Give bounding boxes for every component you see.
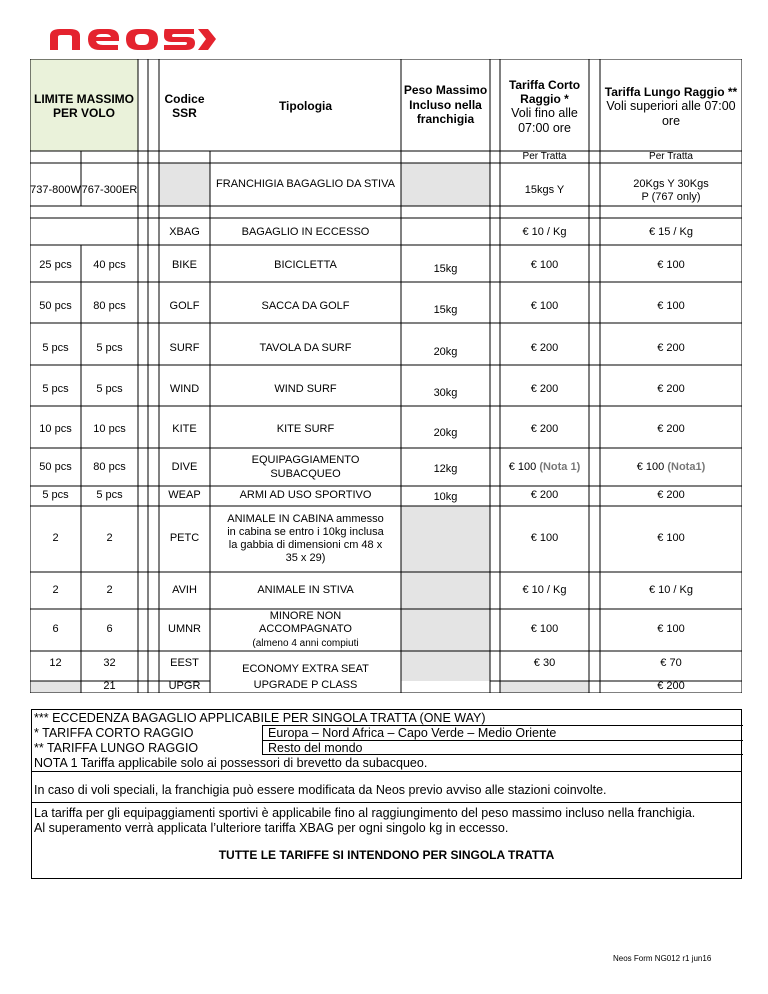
aircraft-767: 767-300ER [81,184,138,197]
row-limit-b: 5 pcs [96,383,123,396]
note-lungo-val: Resto del mondo [268,741,363,755]
franchigia-label: FRANCHIGIA BAGAGLIO DA STIVA [216,177,395,190]
notes-box [31,709,742,879]
row-limit-b: 5 pcs [96,489,123,502]
row-limit-b: 5 pcs [96,341,123,354]
row-code: WIND [169,383,200,396]
franchigia-corto: 15kgs Y [524,184,565,197]
peso-header: Peso Massimo Incluso nella franchigia [403,83,488,127]
note-corto-val: Europa – Nord Africa – Capo Verde – Medio Oriente [268,726,557,740]
eest-lungo: € 70 [660,657,682,670]
row-corto: € 100 [530,532,559,545]
row-label: ANIMALE IN STIVA [257,583,354,596]
row-limit-a: 10 pcs [39,423,72,436]
row-code: DIVE [171,460,198,473]
limite-header: LIMITE MASSIMO PER VOLO [34,91,134,120]
row-label: TAVOLA DA SURF [259,341,352,354]
xbag-lungo: € 15 / Kg [648,225,694,238]
row-limit-a: 25 pcs [39,258,72,271]
row-lungo: € 10 / Kg [648,583,694,596]
eest-limit-a: 12 [49,657,62,670]
row-code: SURF [169,341,200,354]
row-label [210,609,401,651]
row-label: ARMI AD USO SPORTIVO [239,489,372,502]
xbag-label: BAGAGLIO IN ECCESSO [241,225,370,238]
row-limit-a: 50 pcs [39,460,72,473]
row-peso: 20kg [433,427,458,440]
nota1-ref: (Nota 1) [539,460,581,473]
row-limit-b: 2 [106,532,113,545]
row-label: SACCA DA GOLF [261,300,350,313]
row-limit-b: 40 pcs [93,258,126,271]
eest-code: EEST [170,657,199,670]
upgr-code: UPGR [168,680,201,693]
corto-header [500,72,589,142]
row-lungo: € 200 [657,341,685,354]
row-lungo: € 100 [657,258,685,271]
note-key-divider [262,740,743,741]
row-limit-b: 80 pcs [93,460,126,473]
row-label-main: MINORE NON ACCOMPAGNATO [259,609,352,635]
row-label: BICICLETTA [274,258,337,271]
franchigia-lungo: 20Kgs Y 30Kgs P (767 only) [633,177,709,203]
row-lungo [600,449,742,486]
row-peso: 15kg [433,262,458,275]
row-label-sub: (almeno 4 anni compiuti [252,638,359,650]
row-code: BIKE [171,258,198,271]
eest-label: ECONOMY EXTRA SEAT [242,663,369,676]
row-code: WEAP [168,489,201,502]
row-code: UMNR [168,623,201,636]
lungo-header [600,72,742,142]
upgr-limit-b: 21 [103,680,116,693]
note-separator [32,771,741,772]
row-lungo: € 100 [657,532,685,545]
row-label: ANIMALE IN CABINA ammesso in cabina se entro i 10kg inclusa la gabbia di dimensioni cm 48 x 35 x 29) [227,512,384,565]
row-corto: € 100 [530,623,559,636]
row-peso: 20kg [433,345,458,358]
row-peso: 15kg [433,304,458,317]
row-corto: € 200 [530,341,559,354]
row-limit-a: 5 pcs [42,341,69,354]
row-limit-b: 2 [106,583,113,596]
row-code: KITE [172,423,197,436]
row-corto: € 200 [530,383,559,396]
row-peso: 10kg [433,491,458,504]
row-corto: € 200 [530,423,559,436]
tipologia-header: Tipologia [278,98,333,113]
row-corto: € 100 [530,300,559,313]
note-separator [32,802,741,803]
row-label: EQUIPAGGIAMENTO SUBACQUEO [251,454,360,480]
row-lungo: € 200 [657,423,685,436]
row-limit-b: 80 pcs [93,300,126,313]
row-code: AVIH [172,583,197,596]
row-corto-value: € 100 [508,460,537,473]
row-label: KITE SURF [276,423,335,436]
nota1-ref: (Nota1) [667,460,706,473]
row-code: GOLF [169,300,200,313]
row-limit-a: 5 pcs [42,489,69,502]
lungo-subtitle: Voli superiori alle 07:00 ore [606,99,736,129]
eest-limit-b: 32 [103,657,116,670]
note-sport-2: Al superamento verrà applicata l’ulteriore tariffa XBAG per ogni singolo kg in eccesso. [34,821,509,835]
xbag-corto: € 10 / Kg [522,225,567,238]
row-corto: € 100 [530,258,559,271]
xbag-code: XBAG [169,225,200,238]
lungo-title: Tariffa Lungo Raggio ** [604,84,738,99]
per-tratta-lungo: Per Tratta [649,151,693,162]
row-label: WIND SURF [274,383,337,396]
note-tutte: TUTTE LE TARIFFE SI INTENDONO PER SINGOLA TRATTA [218,848,555,862]
row-limit-a: 6 [52,623,59,636]
corto-subtitle: Voli fino alle 07:00 ore [511,106,578,136]
corto-title: Tariffa Corto Raggio * [508,77,581,106]
per-tratta-corto: Per Tratta [522,151,567,162]
row-peso: 12kg [433,462,458,475]
row-limit-a: 2 [52,532,59,545]
upgr-label: UPGRADE P CLASS [253,679,358,692]
row-corto [500,449,589,486]
row-lungo: € 100 [657,623,685,636]
eest-corto: € 30 [533,657,556,670]
row-lungo: € 200 [657,489,685,502]
row-peso: 30kg [433,387,458,400]
row-lungo: € 100 [657,300,685,313]
note-special: In caso di voli speciali, la franchigia può essere modificata da Neos previo avviso alle stazioni coinvolte. [34,783,607,797]
codice-header: Codice SSR [164,91,205,120]
note-sport-1: La tariffa per gli equipaggiamenti sportivi è applicabile fino al raggiungimento del peso massimo incluso nella franchigia. [34,806,696,820]
note-nota1: NOTA 1 Tariffa applicabile solo ai possessori di brevetto da subacqueo. [34,756,428,770]
row-corto: € 10 / Kg [522,583,567,596]
note-one-way: *** ECCEDENZA BAGAGLIO APPLICABILE PER SINGOLA TRATTA (ONE WAY) [34,711,486,725]
row-limit-b: 10 pcs [93,423,126,436]
row-limit-a: 50 pcs [39,300,72,313]
note-corto-key: * TARIFFA CORTO RAGGIO [34,726,194,740]
aircraft-737: 737-800W [30,184,81,197]
form-footer: Neos Form NG012 r1 jun16 [613,954,712,963]
upgr-lungo: € 200 [657,680,685,693]
row-lungo-value: € 100 [636,460,665,473]
row-lungo: € 200 [657,383,685,396]
neos-logo [48,24,218,54]
row-code: PETC [169,532,200,545]
row-corto: € 200 [530,489,559,502]
note-lungo-key: ** TARIFFA LUNGO RAGGIO [34,741,199,755]
row-limit-b: 6 [106,623,113,636]
row-limit-a: 5 pcs [42,383,69,396]
row-limit-a: 2 [52,583,59,596]
